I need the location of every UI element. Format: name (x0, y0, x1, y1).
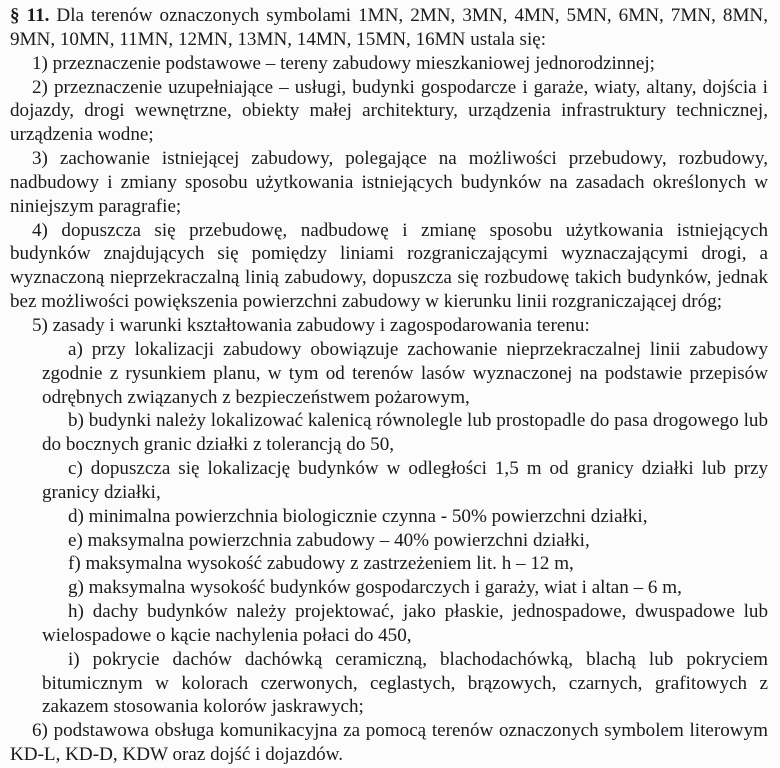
sub-list-item-f: f) maksymalna wysokość zabudowy z zastrzeżeniem lit. h – 12 m, (68, 553, 574, 575)
sub-list-item-e: e) maksymalna powierzchnia zabudowy – 40% powierzchni działki, (68, 529, 590, 551)
sub-list-item-i: i) pokrycie dachów dachówką ceramiczną, blachodachówką, blachą lub pokryciem bitumicznym w kolorach czerwonych, ceglastych, brązowych, czarnych, grafitowych z zakazem stosowania kolorów jaskrawych; (42, 648, 768, 718)
sub-list-item-a: a) przy lokalizacji zabudowy obowiązuje zachowanie nieprzekraczalnej linii zabudowy zgodnie z rysunkiem planu, w tym od terenów lasów wyznaczonej na podstawie przepisów odrębnych związanych z bezpieczeństwem pożarowym, (42, 338, 768, 408)
sub-list-item-g: g) maksymalna wysokość budynków gospodarczych i garaży, wiat i altan – 6 m, (68, 577, 682, 599)
sub-list-item-c: c) dopuszcza się lokalizację budynków w odległości 1,5 m od granicy działki lub przy granicy działki, (42, 458, 768, 503)
sub-list-item-h: h) dachy budynków należy projektować, jako płaskie, jednospadowe, dwuspadowe lub wielospadowe o kącie nachylenia połaci do 450, (42, 601, 768, 646)
sub-list-item-b: b) budynki należy lokalizować kalenicą równolegle lub prostopadle do pasa drogowego lub do bocznych granic działki z tolerancją do 50, (42, 410, 768, 456)
list-item-2: 2) przeznaczenie uzupełniające – usługi, budynki gospodarcze i garaże, wiaty, altany, dojścia i dojazdy, drogi wewnętrzne, obiekty małej architektury, urządzenia infrastruktury technicznej, urządzenia wodne; (10, 76, 768, 146)
document-body (10, 4, 768, 767)
list-item-6: 6) podstawowa obsługa komunikacyjna za pomocą terenów oznaczonych symbolem literowym KD-L, KD-D, KDW oraz dojść i dojazdów. (10, 720, 768, 766)
list-item-1: 1) przeznaczenie podstawowe – tereny zabudowy mieszkaniowej jednorodzinnej; (32, 52, 655, 74)
paragraph-lead (10, 4, 768, 52)
lead-text: Dla terenów oznaczonych symbolami 1MN, 2MN, 3MN, 4MN, 5MN, 6MN, 7MN, 8MN, 9MN, 10MN, 11MN, 12MN, 13MN, 14MN, 15MN, 16MN ustala się: (10, 5, 768, 50)
sub-list-item-d: d) minimalna powierzchnia biologicznie czynna - 50% powierzchni działki, (68, 505, 648, 527)
list-item-4: 4) dopuszcza się przebudowę, nadbudowę i zmianę sposobu użytkowania istniejących budynków znajdujących się pomiędzy liniami rozgraniczającymi wyznaczającymi drogi, a wyznaczoną nieprzekraczalną linią zabudowy, dopuszcza się rozbudowę takich budynków, jednak bez możliwości powiększenia powierzchni zabudowy w kierunku linii rozgraniczającej dróg; (10, 219, 768, 313)
section-number: § 11. (10, 5, 50, 26)
list-item-3: 3) zachowanie istniejącej zabudowy, polegające na możliwości przebudowy, rozbudowy, nadbudowy i zmiany sposobu użytkowania istniejących budynków na zasadach określonych w niniejszym paragrafie; (10, 148, 768, 217)
list-item-5: 5) zasady i warunki kształtowania zabudowy i zagospodarowania terenu: (32, 314, 590, 336)
